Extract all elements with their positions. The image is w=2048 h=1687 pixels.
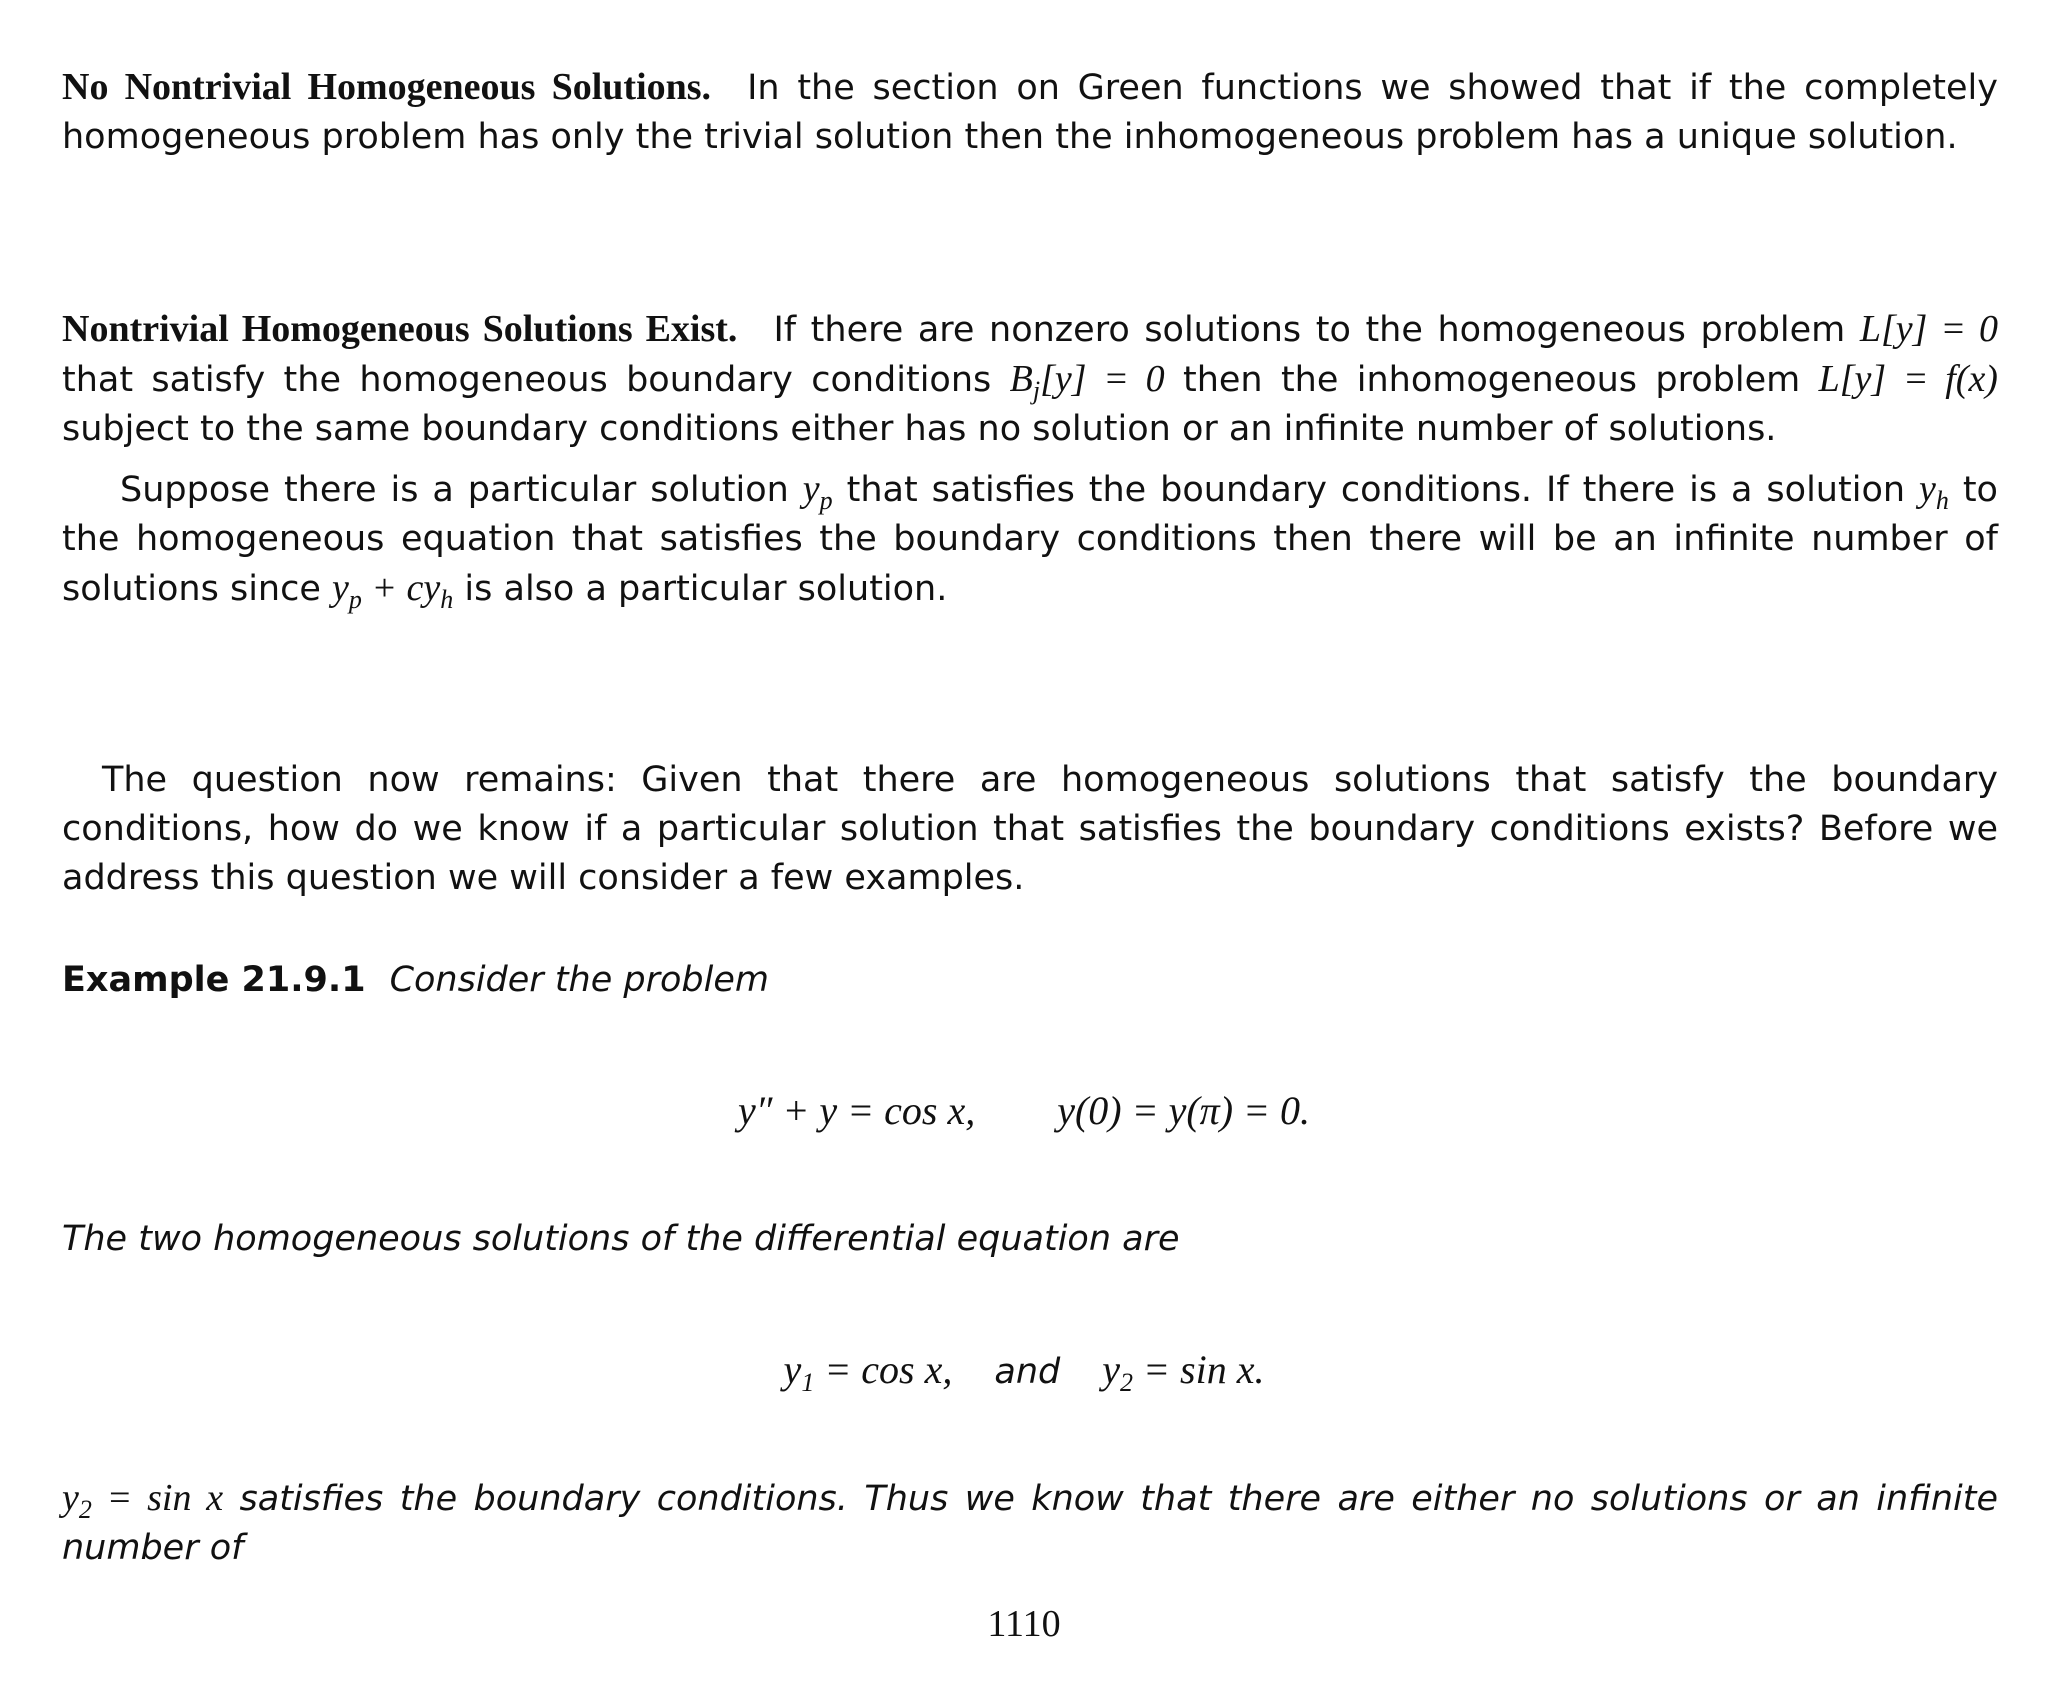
section-text: then the inhomogeneous problem <box>1182 360 1801 400</box>
example-text-homogeneous: The two homogeneous solutions of the differential equation are <box>62 1219 1180 1259</box>
section-heading: Nontrivial Homogeneous Solutions Exist. <box>62 308 738 350</box>
paragraph-suppose: Suppose there is a particular solution $y_p$ that satisfies the boundary conditions. If there is a solution $y_h$ to the homogeneous equation that satisfies the boundary conditions then there will be an infinite number of solutions since $y_p + cy_h$ is also a particular solution. <box>62 468 1998 614</box>
example-intro: Consider the problem <box>389 960 769 1000</box>
section-nontrivial-exist <box>62 305 1998 454</box>
section-text: that satisfy the homogeneous boundary conditions <box>62 360 992 400</box>
math-yp-plus-cyh: $y_p + cy_h$ <box>332 567 454 614</box>
equation-solutions: $y_1 = \cos x$, and $y_2 = \sin x$. <box>783 1347 1265 1397</box>
section-heading: No Nontrivial Homogeneous Solutions. <box>62 66 712 108</box>
math-y1: $y_1 = \cos x$, <box>783 1347 953 1397</box>
math-l-y-zero: L[y] = 0 <box>1859 308 1998 350</box>
math-l-y-fx: L[y] = f(x) <box>1818 358 1998 400</box>
example-final-line: $y_2 = \sin x$ satisfies the boundary conditions. Thus we know that there are either no solutions or an infinite number of <box>62 1477 1998 1568</box>
paragraph-question: The question now remains: Given that there are homogeneous solutions that satisfy the boundary conditions, how do we know if a particular solution that satisfies the boundary conditions exists? Before we address this question we will consider a few examples. <box>62 760 1998 898</box>
section-text: In the section on Green functions we showed that if the completely homogeneous problem has only the trivial solution then the inhomogeneous problem has a unique solution. <box>62 68 1998 157</box>
page-number: 1110 <box>987 1603 1061 1645</box>
math-yh: $y_h$ <box>1919 468 1949 515</box>
section-text: If there are nonzero solutions to the homogeneous problem <box>773 310 1846 350</box>
section-no-nontrivial <box>62 63 1998 162</box>
math-y2: $y_2 = \sin x$. <box>1102 1347 1265 1397</box>
math-bj-y: $B_j[y] = 0$ <box>1009 358 1165 405</box>
example-label: Example 21.9.1 <box>62 960 366 1000</box>
math-y2-sinx: $y_2 = \sin x$ <box>62 1477 224 1524</box>
section-text: subject to the same boundary conditions either has no solution or an infinite number of solutions. <box>62 409 1777 449</box>
equation-ode: y″ + y = cos x, y(0) = y(π) = 0. <box>737 1088 1311 1133</box>
example-heading <box>62 956 1998 1005</box>
math-yp: $y_p$ <box>802 468 833 515</box>
